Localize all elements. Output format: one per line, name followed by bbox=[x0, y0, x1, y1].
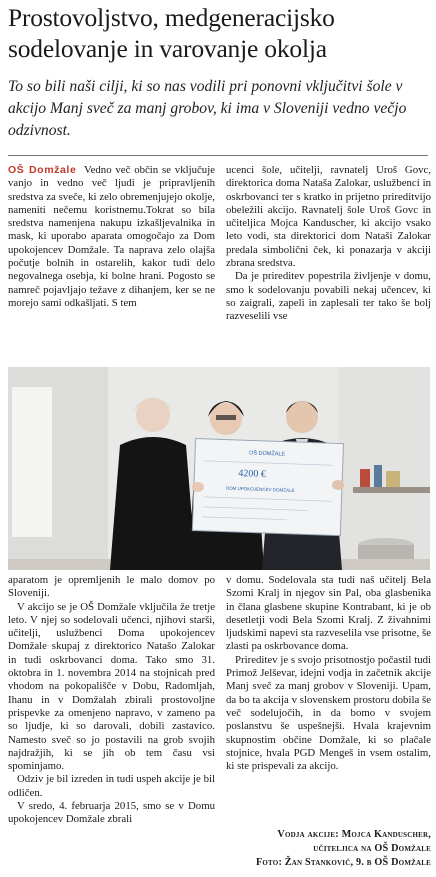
cheque-handover-photo bbox=[8, 367, 430, 570]
paragraph: aparatom je opremljenih le malo domov po Sloveniji. bbox=[8, 574, 215, 600]
credit-photo: Foto: Žan Stankovič, 9. b OŠ Domžale bbox=[255, 857, 431, 868]
paragraph bbox=[8, 164, 215, 310]
paragraph-text: Vedno več občin se vključuje vanjo in vedno več ljudi je pripravljenih sredstva za sveče, ki zelo obremenjujejo okolje, nameniti nečemu koristnemu.Tokrat so bila sredstva namenjena nakupu izkašljevalnika in mask, ki uporabo aparata omogočajo za Dom upokojencev Domžale. Ta naprava zelo olajša počutje bolnih in ostarelih, kakor tudi delo negovalnega osebja, ki bolne hrani. Pogosto se namreč pojavljajo težave z dihanjem, ker se ne morejo sami odkašljati. S tem bbox=[8, 164, 215, 309]
symbolic-cheque bbox=[192, 439, 343, 536]
lead-divider bbox=[8, 155, 428, 156]
article-photo bbox=[8, 367, 430, 570]
credit-leader-line-1: Vodja akcije: Mojca Kanduscher, bbox=[277, 829, 431, 840]
credit-leader-line-2: učiteljica na OŠ Domžale bbox=[313, 843, 431, 854]
paragraph: Odziv je bil izreden in tudi uspeh akcije je bil odličen. bbox=[8, 773, 215, 799]
cheque-amount: 4200 € bbox=[238, 468, 267, 480]
paragraph: V sredo, 4. februarja 2015, smo se v Domu upokojencev Domžale zbrali bbox=[8, 800, 215, 826]
text-column-1 bbox=[8, 164, 215, 364]
paragraph: ucenci šole, učitelji, ravnatelj Uroš Govc, direktorica doma Nataša Zalokar, uslužbenci in oskrbovanci ter s kratko in prijetno prireditvijo obeležili akcijo. Ravnatelj šole Uroš Govc in učiteljica Mojca Kanduscher, ki akcijo vsako leto vodi, sta direktorici dom Nataši Zalokar predala simbolični ček, ki ponazarja v akciji zbrana sredstva. bbox=[226, 164, 431, 270]
article-credits bbox=[226, 828, 431, 870]
text-column-2 bbox=[226, 164, 431, 364]
paragraph: V akcijo se je OŠ Domžale vključila že tretje leto. V njej so sodelovali učenci, njihovi starši, učitelji, uslužbenci Doma upokojencev Domžale skupaj z direktorico Natašo Zalokar in tudi oskrbovanci doma. Tako smo 31. oktobra in 1. novembra 2014 na stojnicah pred vhodom na pokopališče v Dobu, Radomljah, Ihanu in v Domžalah zbirali prostovoljne prispevke za omenjeno napravo, v zameno pa so ljudje, ki so darovali, dobili zastavico. Namesto sveč so jo postavili na grob svojih najdražjih, ki se jih ob tem času vsi spominjamo. bbox=[8, 600, 215, 773]
article-title: Prostovoljstvo, medgeneracijsko sodelovanje in varovanje okolja bbox=[8, 3, 335, 63]
text-column-4 bbox=[226, 574, 431, 804]
text-column-3 bbox=[8, 574, 215, 864]
article-lead: To so bili naši cilji, ki so nas vodili pri ponovni vključitvi šole v akcijo Manj sveč za manj grobov, ki ima v Sloveniji vedno večjo odzivnost. bbox=[8, 78, 407, 139]
cheque-recipient: DOM UPOKOJENCEV DOMŽALE bbox=[225, 485, 295, 493]
school-tag: OŠ Domžale bbox=[8, 164, 77, 176]
paragraph: Da je prireditev popestrila življenje v domu, smo k sodelovanju povabili nekaj učencev, ki so zaigrali, zapeli in zaplesali ter tako še bolj razveselili vse bbox=[226, 270, 431, 323]
cheque-header: OŠ DOMŽALE bbox=[248, 450, 286, 458]
paragraph: v domu. Sodelovala sta tudi naš učitelj Bela Szomi Kralj in njegov sin Pal, oba glasbenika in člana glasbene skupine Kontrabant, ki je ob desetletji vodi Bela Szomi Kralj. Z živahnimi ljudskimi napevi sta razveselila vse prisotne, še zlasti pa oskrbovance doma. bbox=[226, 574, 431, 653]
paragraph: Prireditev je s svojo prisotnostjo počastil tudi Primož Jelševar, idejni vodja in začetnik akcije Manj sveč za manj grobov v Sloveniji. Upam, da bo ta akcija v slovenskem prostoru dobila še več sodelujočih, in da bomo v svojem poslanstvu še uspešnejši. Hvala krajevnim skupnostim občine Domžale, ki so plačale stojnice, hvala PGD Mengeš in vsem ostalim, ki ste prispevali za akcijo. bbox=[226, 653, 431, 773]
